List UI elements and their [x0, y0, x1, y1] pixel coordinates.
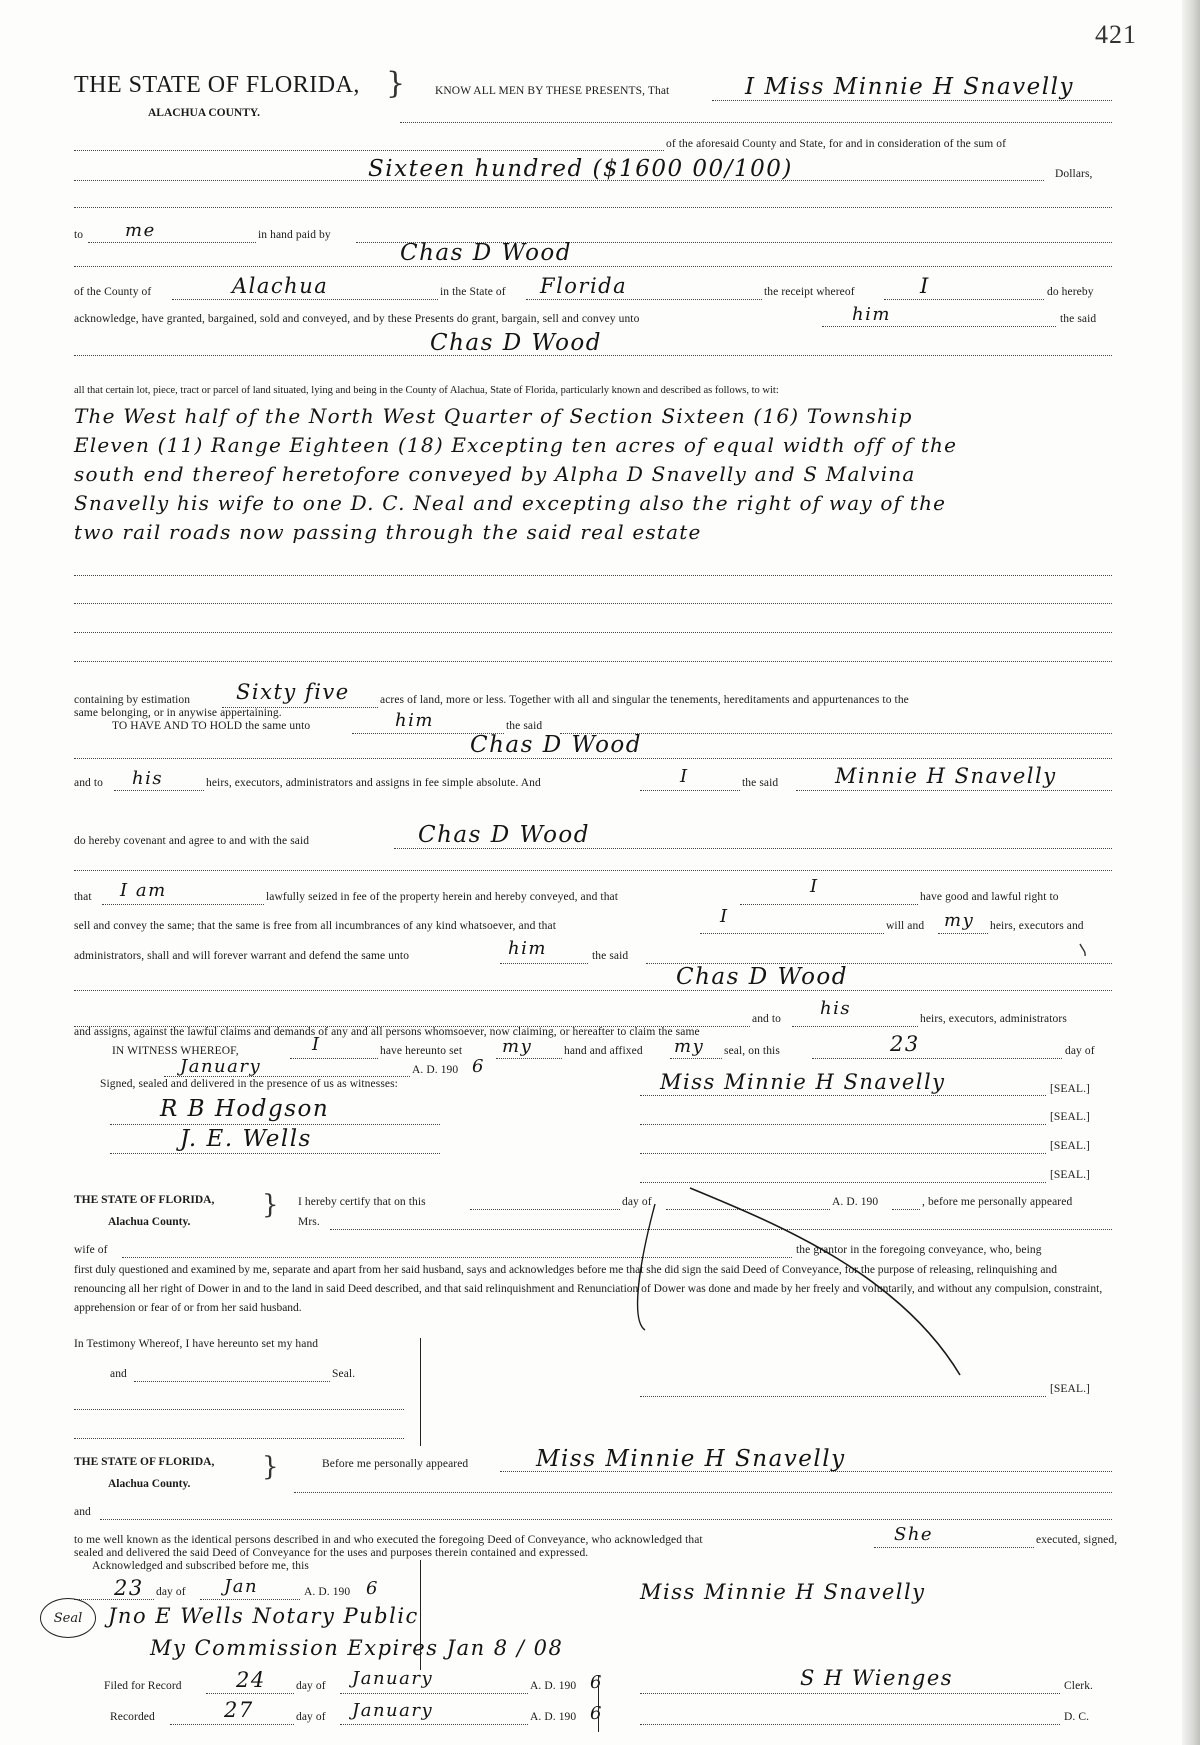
and-value: I — [680, 766, 689, 787]
description-line-5: two rail roads now passing through the said real estate — [74, 520, 702, 544]
know-all-text: KNOW ALL MEN BY THESE PRESENTS, That — [435, 85, 670, 97]
assigns-text: and assigns, against the lawful claims and demands of any and all persons whomsoever, now claiming, or hereafter to claim the same — [74, 1026, 700, 1038]
recorded-label: Recorded — [110, 1711, 155, 1723]
state-of-label: in the State of — [440, 286, 506, 298]
ack-before-me: Before me personally appeared — [322, 1458, 469, 1470]
wife-of-label: wife of — [74, 1244, 108, 1256]
and-to-2: and to — [752, 1013, 782, 1025]
grantee-name: Chas D Wood — [430, 330, 602, 356]
lawfully-value: I — [810, 876, 819, 897]
ad-label: A. D. 190 — [412, 1064, 459, 1076]
dower-state-title: THE STATE OF FLORIDA, — [74, 1194, 215, 1206]
grantor-signature: Miss Minnie H Snavelly — [660, 1070, 946, 1094]
filed-month: January — [352, 1668, 434, 1689]
ack-paragraph-1: to me well known as the identical persons described in and who executed the foregoing Deed of Conveyance, who acknowledged that — [74, 1534, 703, 1546]
my-value: my — [944, 910, 975, 931]
paid-by-label: in hand paid by — [258, 229, 331, 241]
ack-she-value: She — [894, 1524, 934, 1545]
dower-and: and — [110, 1368, 127, 1380]
dower-day-of: day of — [622, 1196, 652, 1208]
payer-name: Chas D Wood — [400, 240, 572, 266]
testimony-text: In Testimony Whereof, I have hereunto set my hand — [74, 1338, 319, 1350]
state-value: Florida — [540, 274, 628, 298]
description-line-3: south end thereof heretofore conveyed by Alpha D Snavelly and S Malvina — [74, 462, 916, 486]
seal-3: [SEAL.] — [1050, 1140, 1090, 1152]
description-line-2: Eleven (11) Range Eighteen (18) Excepting ten acres of equal width off of the — [74, 433, 958, 457]
ack-county: Alachua County. — [108, 1478, 191, 1490]
clerk-label: Clerk. — [1064, 1680, 1094, 1692]
all-that-text: all that certain lot, piece, tract or parcel of land situated, lying and being in the County of Alachua, State of Florida, particularly known and described as follows, to wit: — [74, 385, 779, 396]
recorded-month: January — [352, 1700, 434, 1721]
have-unto-value: him — [395, 710, 434, 731]
dc-label: D. C. — [1064, 1711, 1090, 1723]
to-value: me — [125, 220, 156, 241]
witness-day: 23 — [890, 1032, 920, 1056]
ack-state-title: THE STATE OF FLORIDA, — [74, 1456, 215, 1468]
witness-2-signature: J. E. Wells — [180, 1126, 312, 1152]
recorded-day-of: day of — [296, 1711, 326, 1723]
witness-text: IN WITNESS WHEREOF, — [112, 1045, 239, 1057]
unto-value: him — [852, 304, 891, 325]
heirs-exec-text: heirs, executors and — [990, 920, 1084, 932]
lawfully-text: lawfully seized in fee of the property herein and hereby conveyed, and that — [266, 891, 619, 903]
good-right-text: have good and lawful right to — [920, 891, 1059, 903]
and-to-label: and to — [74, 777, 104, 789]
admin-value: him — [508, 938, 547, 959]
day-of-label: day of — [1065, 1045, 1095, 1057]
sell-value: I — [720, 906, 729, 927]
grantor-text: the grantor in the foregoing conveyance, who, being — [796, 1244, 1042, 1256]
certify-text: I hereby certify that on this — [298, 1196, 426, 1208]
dower-before-me: , before me personally appeared — [922, 1196, 1073, 1208]
recorded-day: 27 — [224, 1698, 254, 1722]
seal-2: [SEAL.] — [1050, 1111, 1090, 1123]
dower-paragraph: first duly questioned and examined by me, separate and apart from her said husband, says and acknowledges before me that she did sign the said Deed of Conveyance, for the purpose of releasing, relinquishing and renouncing all her right of Dower in and to the land in said Deed described, and that said relinquishment and Renunciation of Dower was done and made by her freely and voluntarily, and without any compulsion, constraint, apprehension or fear of or from her said husband. — [74, 1264, 1103, 1314]
clerk-signature: S H Wienges — [800, 1666, 954, 1690]
ack-appeared-name: Miss Minnie H Snavelly — [536, 1446, 846, 1472]
same-belonging-text: same belonging, or in anywise appertaining. — [74, 707, 282, 719]
description-line-4: Snavelly his wife to one D. C. Neal and excepting also the right of way of the — [74, 491, 947, 515]
dower-ad: A. D. 190 — [832, 1196, 879, 1208]
county-value: Alachua — [232, 274, 329, 298]
the-said-3: the said — [742, 777, 779, 789]
filing-brace-line — [598, 1676, 599, 1732]
acknowledge-text: acknowledge, have granted, bargained, sold and conveyed, and by these Presents do grant, bargain, sell and convey unto — [74, 313, 640, 325]
filed-day: 24 — [236, 1668, 266, 1692]
heirs-text: heirs, executors, administrators and assigns in fee simple absolute. And — [206, 777, 541, 789]
ack-signature: Miss Minnie H Snavelly — [640, 1580, 926, 1604]
county-of-label: of the County of — [74, 286, 152, 298]
dollars-label: Dollars, — [1055, 168, 1093, 180]
filed-label: Filed for Record — [104, 1680, 182, 1692]
recorded-year: 6 — [590, 1703, 603, 1724]
to-label: to — [74, 229, 84, 241]
filed-year: 6 — [590, 1672, 603, 1693]
have-set-text: have hereunto set — [380, 1045, 463, 1057]
hand-affixed-text: hand and affixed — [564, 1045, 643, 1057]
ack-and: and — [74, 1506, 91, 1518]
ack-year: 6 — [366, 1578, 379, 1599]
ack-day: 23 — [114, 1576, 144, 1600]
grantee-name-2: Chas D Wood — [470, 732, 642, 758]
signed-text: Signed, sealed and delivered in the presence of us as witnesses: — [100, 1078, 398, 1090]
ack-paragraph-2: sealed and delivered the said Deed of Conveyance for the uses and purposes therein contained and expressed. — [74, 1547, 589, 1559]
state-title: THE STATE OF FLORIDA, — [74, 72, 360, 98]
recorded-ad: A. D. 190 — [530, 1711, 577, 1723]
the-said-2: the said — [506, 720, 543, 732]
to-have-text: TO HAVE AND TO HOLD the same unto — [112, 720, 311, 732]
covenant-name: Chas D Wood — [418, 822, 590, 848]
header-brace: } — [386, 66, 406, 101]
ack-month: Jan — [224, 1576, 259, 1597]
sell-text: sell and convey the same; that the same is free from all incumbrances of any kind whatsoever, and that — [74, 920, 557, 932]
dower-seal: [SEAL.] — [1050, 1383, 1090, 1395]
seal-4: [SEAL.] — [1050, 1169, 1090, 1181]
notary-signature: Jno E Wells Notary Public — [108, 1604, 419, 1628]
witness-year: 6 — [472, 1056, 485, 1077]
receipt-whereof-label: the receipt whereof — [764, 286, 855, 298]
affixed-value: my — [674, 1036, 705, 1057]
ack-brace: } — [262, 1452, 279, 1482]
county-title: ALACHUA COUNTY. — [148, 107, 261, 119]
his-value-2: his — [820, 998, 852, 1019]
description-line-1: The West half of the North West Quarter of Section Sixteen (16) Township — [74, 404, 913, 428]
ack-ad: A. D. 190 — [304, 1586, 351, 1598]
will-and-label: will and — [886, 920, 925, 932]
seal-on-this: seal, on this — [724, 1045, 780, 1057]
dower-brace: } — [262, 1190, 279, 1220]
page-number: 421 — [1095, 20, 1137, 49]
heirs-exec-2: heirs, executors, administrators — [920, 1013, 1067, 1025]
grantee-name-3: Chas D Wood — [676, 964, 848, 990]
filed-ad: A. D. 190 — [530, 1680, 577, 1692]
do-hereby-label: do hereby — [1047, 286, 1094, 298]
consideration-text: of the aforesaid County and State, for and in consideration of the sum of — [666, 138, 1007, 150]
acres-text: acres of land, more or less. Together with all and singular the tenements, hereditaments and appurtenances to the — [380, 694, 909, 706]
filed-day-of: day of — [296, 1680, 326, 1692]
that-value: I am — [120, 880, 167, 901]
the-said-label: the said — [1060, 313, 1097, 325]
commission-text: My Commission Expires Jan 8 / 08 — [150, 1636, 564, 1660]
witness-month: January — [180, 1056, 262, 1077]
admin-text: administrators, shall and will forever warrant and defend the same unto — [74, 950, 410, 962]
the-said-4: the said — [592, 950, 629, 962]
containing-label: containing by estimation — [74, 694, 191, 706]
grantor-name: I Miss Minnie H Snavelly — [745, 74, 1074, 100]
acres-value: Sixty five — [236, 680, 350, 704]
dower-seal-word: Seal. — [332, 1368, 356, 1380]
mrs-label: Mrs. — [298, 1216, 320, 1228]
dower-county: Alachua County. — [108, 1216, 191, 1228]
amount: Sixteen hundred ($1600 00/100) — [368, 156, 793, 182]
ack-executed: executed, signed, — [1036, 1534, 1118, 1546]
ack-subscribed: Acknowledged and subscribed before me, this — [92, 1560, 309, 1572]
seal-1: [SEAL.] — [1050, 1083, 1090, 1095]
witness-1-signature: R B Hodgson — [160, 1096, 330, 1122]
set-value: my — [502, 1036, 533, 1057]
that-label: that — [74, 891, 92, 903]
ack-day-of: day of — [156, 1586, 186, 1598]
witness-value: I — [312, 1034, 321, 1055]
his-value: his — [132, 768, 164, 789]
covenant-text: do hereby covenant and agree to and with the said — [74, 835, 310, 847]
receipt-value: I — [920, 274, 930, 298]
notary-seal-stamp: Seal — [40, 1598, 96, 1638]
grantor-name-2: Minnie H Snavelly — [835, 764, 1057, 788]
